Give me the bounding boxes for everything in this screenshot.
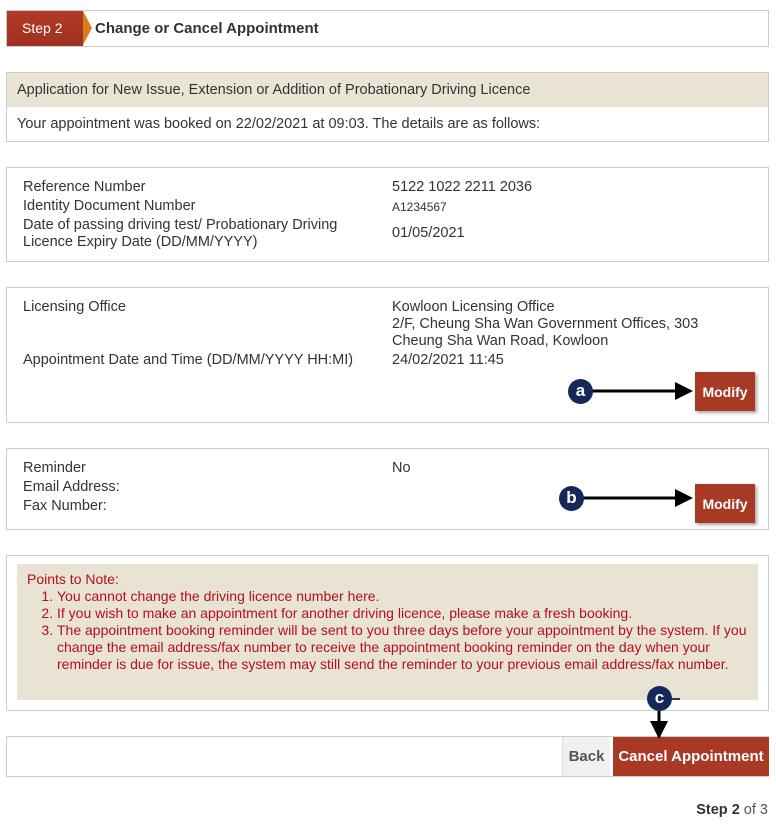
expiry-date-label-line1: Date of passing driving test/ Probationary Driving (23, 217, 338, 233)
note-item: 2. If you wish to make an appointment for another driving licence, please make a fresh booking. (57, 605, 748, 622)
appointment-details-panel (6, 287, 769, 423)
notes-heading: Points to Note: (27, 571, 119, 587)
step-counter-prefix: Step (696, 802, 728, 818)
identity-document-value: A1234567 (392, 200, 447, 214)
application-title: Application for New Issue, Extension or Addition of Probationary Driving Licence (7, 73, 768, 107)
booking-info-text: Your appointment was booked on 22/02/2021 at 09:03. The details are as follows: (17, 116, 541, 132)
appointment-datetime-value: 24/02/2021 11:45 (392, 352, 504, 368)
notes-list (27, 588, 748, 673)
page-title: Change or Cancel Appointment (95, 20, 319, 37)
identity-document-label: Identity Document Number (23, 198, 196, 214)
note-item: 3. The appointment booking reminder will be sent to you three days before your appointment by the system. If you change the email address/fax number to receive the appointment booking reminder on the day when your reminder is due for issue, the system may still send the reminder to your previous email address/fax number. (57, 622, 748, 673)
step-tab-arrow (83, 11, 92, 45)
email-address-label: Email Address: (23, 479, 120, 495)
reference-details-panel (6, 167, 769, 262)
reference-number-value: 5122 1022 2211 2036 (392, 179, 533, 195)
licensing-office-address-line2: Cheung Sha Wan Road, Kowloon (392, 333, 609, 349)
callout-b: b (559, 486, 584, 511)
expiry-date-label-line2: Licence Expiry Date (DD/MM/YYYY) (23, 234, 258, 250)
reference-number-label: Reference Number (23, 179, 146, 195)
step-counter-total: 3 (759, 802, 768, 818)
modify-reminder-button[interactable]: Modify (695, 484, 755, 523)
licensing-office-label: Licensing Office (23, 299, 126, 315)
reminder-panel (6, 448, 769, 530)
expiry-date-value: 01/05/2021 (392, 225, 465, 241)
appointment-datetime-label: Appointment Date and Time (DD/MM/YYYY HH:MI) (23, 352, 354, 368)
licensing-office-name: Kowloon Licensing Office (392, 299, 555, 315)
fax-number-label: Fax Number: (23, 498, 107, 514)
note-item: 1. You cannot change the driving licence number here. (57, 588, 748, 605)
step-counter (696, 802, 768, 818)
callout-a: a (568, 379, 593, 404)
reminder-label: Reminder (23, 460, 86, 476)
callout-c: c (647, 686, 672, 711)
application-panel (6, 72, 769, 142)
modify-appointment-button[interactable]: Modify (695, 372, 755, 411)
back-button[interactable]: Back (562, 737, 610, 776)
step-counter-separator: of (743, 802, 756, 818)
points-to-note (17, 564, 758, 700)
reminder-value: No (392, 460, 411, 476)
action-bar (6, 736, 769, 777)
cancel-appointment-button[interactable]: Cancel Appointment (613, 737, 769, 776)
step-tab: Step 2 (7, 11, 83, 46)
step-header (6, 10, 769, 47)
step-counter-current: 2 (731, 802, 740, 818)
licensing-office-address-line1: 2/F, Cheung Sha Wan Government Offices, 303 (392, 316, 699, 332)
